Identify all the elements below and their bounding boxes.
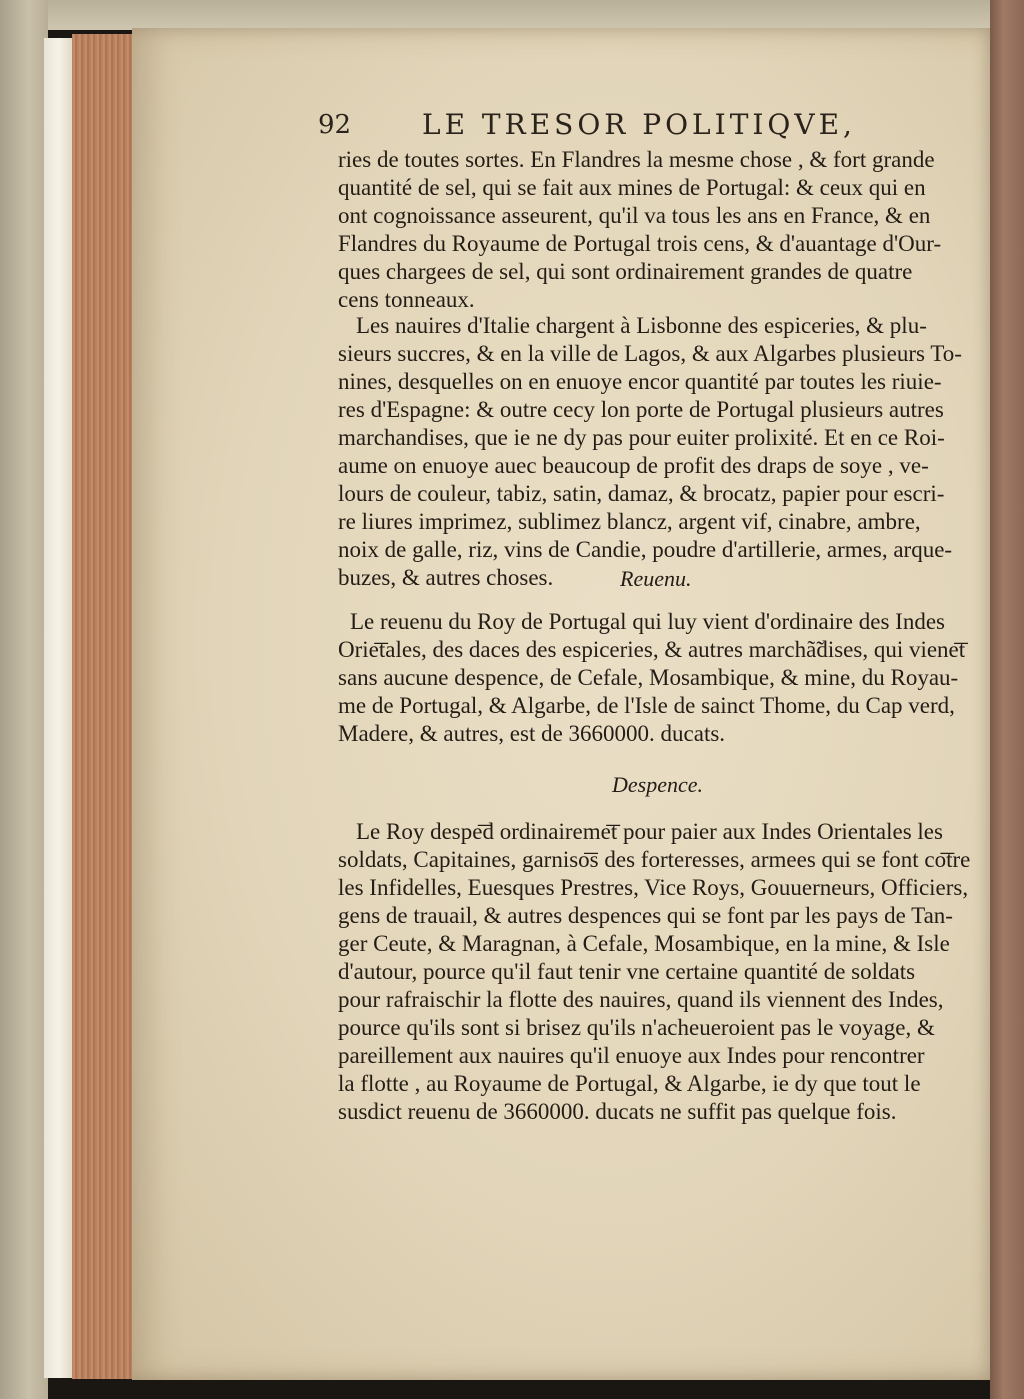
text-line: ont cognoissance asseurent, qu'il va tous les ans en France, & en [338,203,931,228]
text-line: noix de galle, riz, vins de Candie, poudre d'artillerie, armes, arque- [338,537,953,562]
text-line: ques chargees de sel, qui sont ordinairement grandes de quatre [338,259,913,284]
text-line: Orie͞tales, des daces des espiceries, & autres marchã̃dises, qui viene͞t [338,637,966,662]
text-line: marchandises, que ie ne dy pas pour euiter prolixité. Et en ce Roi- [338,425,945,450]
text-line: les Infidelles, Euesques Prestres, Vice Roys, Gouuerneurs, Officiers, [338,875,969,900]
text-line: aume on enuoye auec beaucoup de profit des draps de soye , ve- [338,453,929,478]
fore-edge [72,34,136,1379]
section-heading-despence: Despence. [612,772,704,797]
binding-top [0,0,1024,30]
text-line: ries de toutes sortes. En Flandres la mesme chose , & fort grande [338,147,935,172]
text-line: quantité de sel, qui se fait aux mines de Portugal: & ceux qui en [338,175,926,200]
text-line: buzes, & autres choses. [338,565,554,590]
section-heading-revenu: Reuenu. [620,566,692,591]
text-line: Flandres du Royaume de Portugal trois cens, & d'auantage d'Our- [338,231,942,256]
running-head: LE TRESOR POLITIQVE, [422,108,856,141]
text-line: sieurs succres, & en la ville de Lagos, & aux Algarbes plusieurs To- [338,341,962,366]
text-line: d'autour, pource qu'il faut tenir vne certaine quantité de soldats [338,959,916,984]
text-line: ger Ceute, & Maragnan, à Cefale, Mosambique, en la mine, & Isle [338,931,950,956]
text-line: me de Portugal, & Algarbe, de l'Isle de sainct Thome, du Cap verd, [338,693,955,718]
text-line: Le Roy despe͞d ordinaireme͞t pour paier aux Indes Orientales les [356,819,943,844]
text-line: nines, desquelles on en enuoye encor quantité par toutes les riuie- [338,369,942,394]
text-line: Le reuenu du Roy de Portugal qui luy vient d'ordinaire des Indes [350,609,945,634]
page-stack-edge [44,38,74,1378]
text-line: pource qu'ils sont si brisez qu'ils n'acheueroient pas le voyage, & [338,1015,935,1040]
text-line: pour rafraischir la flotte des nauires, quand ils viennent des Indes, [338,987,944,1012]
text-line: susdict reuenu de 3660000. ducats ne suffit pas quelque fois. [338,1099,897,1124]
text-line: pareillement aux nauires qu'il enuoye aux Indes pour rencontrer [338,1043,925,1068]
binding-board-right [990,0,1024,1399]
text-line: lours de couleur, tabiz, satin, damaz, & brocatz, papier pour escri- [338,481,945,506]
page-number: 92 [318,110,352,140]
text-line: cens tonneaux. [338,287,475,312]
binding-board-left [0,0,48,1399]
text-line: sans aucune despence, de Cefale, Mosambique, & mine, du Royau- [338,665,959,690]
text-line: re liures imprimez, sublimez blancz, argent vif, cinabre, ambre, [338,509,921,534]
text-line: gens de trauail, & autres despences qui se font par les pays de Tan- [338,903,953,928]
text-line: res d'Espagne: & outre cecy lon porte de Portugal plusieurs autres [338,397,944,422]
text-line: la flotte , au Royaume de Portugal, & Algarbe, ie dy que tout le [338,1071,921,1096]
text-line: Les nauires d'Italie chargent à Lisbonne des espiceries, & plu- [356,313,927,338]
text-line: Madere, & autres, est de 3660000. ducats. [338,721,726,746]
text-line: soldats, Capitaines, garniso͞s des forteresses, armees qui se font co͞tre [338,847,971,872]
page-header [318,104,888,148]
